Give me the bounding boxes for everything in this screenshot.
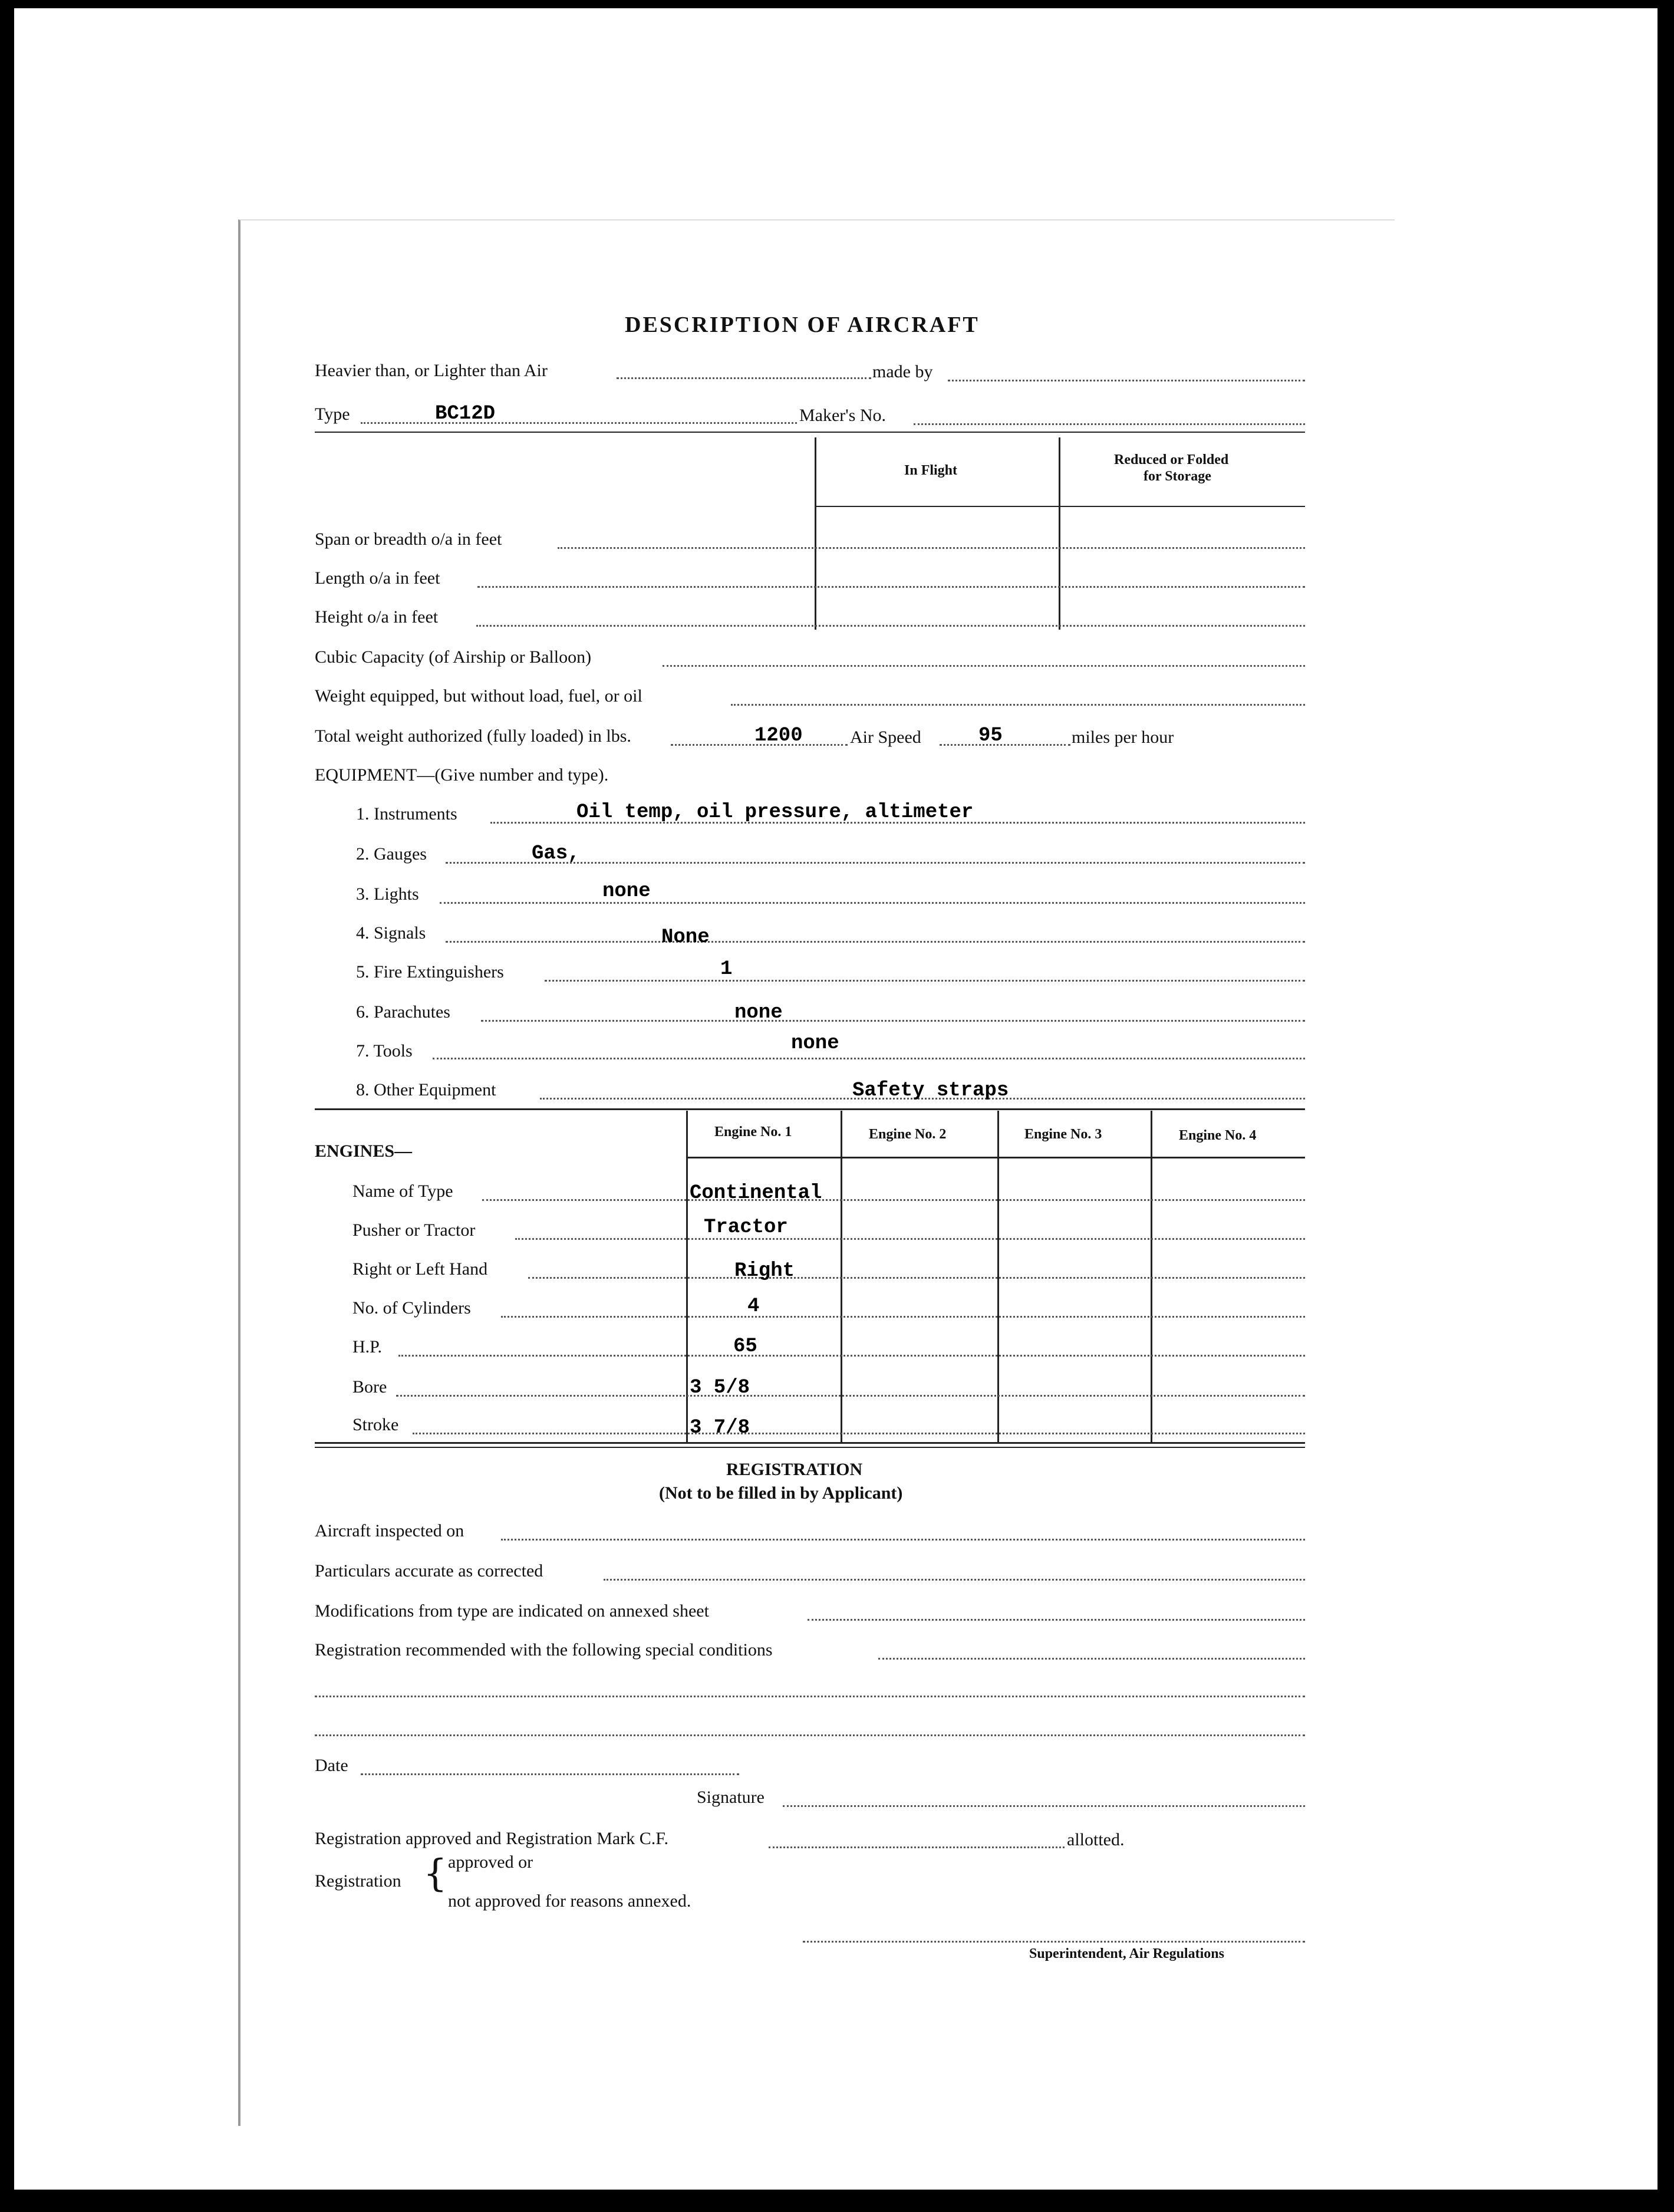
equipment-item-label: 8. Other Equipment — [356, 1080, 496, 1100]
signature-dots — [783, 1805, 1305, 1807]
engine-row-label: Pusher or Tractor — [352, 1220, 476, 1240]
total-weight-label: Total weight authorized (fully loaded) in lbs. — [315, 726, 631, 746]
registration-brace: { — [423, 1852, 447, 1895]
equipment-item-label: 5. Fire Extinguishers — [356, 962, 504, 982]
engine-1-value: 65 — [733, 1335, 757, 1358]
approved-mark-label: Registration approved and Registration Mark C.F. — [315, 1829, 668, 1848]
recommended-dots — [878, 1658, 1305, 1660]
engine-row-label: Stroke — [352, 1415, 399, 1434]
modifications-label: Modifications from type are indicated on annexed sheet — [315, 1601, 709, 1621]
equipment-item-dots — [433, 1058, 1305, 1059]
engine-col-header: Engine No. 2 — [869, 1127, 947, 1142]
date-dots — [361, 1773, 739, 1775]
header-rule — [315, 432, 1305, 433]
engine-row-label: Right or Left Hand — [352, 1259, 488, 1279]
inspected-dots — [501, 1539, 1305, 1540]
engines-heading: ENGINES— — [315, 1141, 413, 1161]
equipment-item-value: Gas, — [532, 842, 580, 865]
signature-label: Signature — [697, 1788, 764, 1807]
not-approved-label: not approved for reasons annexed. — [448, 1891, 691, 1911]
engine-1-value: Tractor — [704, 1216, 788, 1239]
air-speed-label: Air Speed — [850, 728, 921, 747]
dimension-row-height-dots — [476, 625, 1305, 627]
engine-row-dots — [528, 1277, 1305, 1279]
weight-equipped-label: Weight equipped, but without load, fuel, or oil — [315, 686, 642, 706]
engines-bottom-rule — [315, 1442, 1305, 1444]
equipment-item-dots — [545, 980, 1305, 982]
registration-heading: REGISTRATION — [726, 1460, 863, 1479]
engine-1-value: Right — [734, 1260, 795, 1282]
approved-mark-dots — [769, 1846, 1065, 1848]
dimension-row-span-dots — [558, 547, 1305, 549]
col-reduced-line2: for Storage — [1144, 469, 1211, 484]
equipment-item-label: 2. Gauges — [356, 844, 427, 864]
weight-equipped-dots — [731, 704, 1305, 706]
cubic-capacity-label: Cubic Capacity (of Airship or Balloon) — [315, 647, 592, 667]
made-by-dotted-line — [948, 380, 1305, 381]
total-weight-value: 1200 — [754, 725, 803, 747]
engine-row-label: Bore — [352, 1377, 387, 1397]
equipment-item-label: 3. Lights — [356, 884, 419, 904]
date-label: Date — [315, 1756, 348, 1775]
col-in-flight: In Flight — [904, 463, 958, 478]
equipment-item-value: none — [734, 1002, 783, 1024]
engines-bottom-rule-2 — [315, 1447, 1305, 1448]
equipment-item-dots — [440, 902, 1305, 904]
engine-1-value: 3 7/8 — [690, 1417, 750, 1439]
air-speed-value: 95 — [978, 725, 1003, 747]
made-by-label: made by — [872, 362, 933, 381]
engine-row-dots — [515, 1238, 1305, 1240]
engine-row-dots — [398, 1355, 1305, 1357]
equipment-item-value: none — [791, 1032, 839, 1055]
dimension-row-length: Length o/a in feet — [315, 568, 440, 588]
makers-no-label: Maker's No. — [799, 406, 887, 425]
modifications-dots — [808, 1619, 1305, 1621]
type-value: BC12D — [435, 403, 496, 425]
dimensions-divider-2 — [1059, 437, 1060, 630]
page-title: DESCRIPTION OF AIRCRAFT — [625, 312, 980, 337]
equipment-item-dots — [446, 941, 1305, 943]
heavier-dotted-line — [617, 377, 871, 379]
heavier-label: Heavier than, or Lighter than Air — [315, 361, 548, 380]
equipment-item-label: 6. Parachutes — [356, 1002, 450, 1022]
air-speed-dots — [940, 744, 1070, 746]
engine-1-value: Continental — [690, 1182, 822, 1204]
recommended-label: Registration recommended with the following special conditions — [315, 1640, 773, 1660]
engine-row-dots — [482, 1199, 1305, 1201]
dimension-row-span: Span or breadth o/a in feet — [315, 529, 502, 549]
equipment-item-label: 1. Instruments — [356, 804, 457, 824]
superintendent-signature-line — [803, 1941, 1305, 1943]
equipment-item-value: None — [661, 926, 710, 949]
allotted-label: allotted. — [1067, 1830, 1125, 1849]
equipment-item-label: 4. Signals — [356, 923, 426, 943]
makers-no-dotted-line — [914, 423, 1305, 425]
engine-row-label: No. of Cylinders — [352, 1298, 471, 1318]
cubic-capacity-dots — [663, 665, 1305, 667]
dimensions-divider-1 — [815, 437, 816, 630]
equipment-item-value: Oil temp, oil pressure, altimeter — [576, 801, 974, 824]
engine-col-header: Engine No. 1 — [714, 1124, 792, 1140]
type-label: Type — [315, 404, 350, 424]
equipment-item-value: 1 — [720, 958, 733, 980]
equipment-item-dots — [481, 1020, 1305, 1022]
inspected-label: Aircraft inspected on — [315, 1521, 464, 1540]
conditions-line — [315, 1696, 1305, 1697]
conditions-line — [315, 1734, 1305, 1736]
engine-col-header: Engine No. 4 — [1179, 1128, 1257, 1143]
engines-top-rule — [315, 1108, 1305, 1110]
engine-row-label: H.P. — [352, 1337, 383, 1357]
engine-row-dots — [413, 1433, 1305, 1434]
superintendent-label: Superintendent, Air Regulations — [1029, 1946, 1224, 1961]
engines-header-rule — [686, 1157, 1305, 1158]
equipment-item-value: none — [602, 880, 651, 903]
air-speed-unit: miles per hour — [1072, 728, 1174, 747]
particulars-label: Particulars accurate as corrected — [315, 1561, 543, 1581]
engine-col-header: Engine No. 3 — [1024, 1127, 1102, 1142]
engine-row-label: Name of Type — [352, 1181, 453, 1201]
engine-row-dots — [396, 1395, 1305, 1397]
type-dotted-line — [361, 422, 797, 424]
registration-label: Registration — [315, 1871, 401, 1891]
engine-1-value: 4 — [747, 1295, 760, 1318]
equipment-heading: EQUIPMENT—(Give number and type). — [315, 765, 609, 785]
col-reduced-line1: Reduced or Folded — [1114, 452, 1229, 468]
equipment-item-label: 7. Tools — [356, 1041, 413, 1061]
dimensions-header-rule — [815, 506, 1305, 507]
engine-row-dots — [501, 1316, 1305, 1318]
approved-or-label: approved or — [448, 1852, 533, 1872]
registration-subheading: (Not to be filled in by Applicant) — [659, 1483, 903, 1503]
equipment-item-value: Safety straps — [852, 1079, 1009, 1102]
dimension-row-length-dots — [477, 586, 1305, 588]
engine-1-value: 3 5/8 — [690, 1377, 750, 1399]
dimension-row-height: Height o/a in feet — [315, 607, 439, 627]
particulars-dots — [604, 1579, 1305, 1581]
